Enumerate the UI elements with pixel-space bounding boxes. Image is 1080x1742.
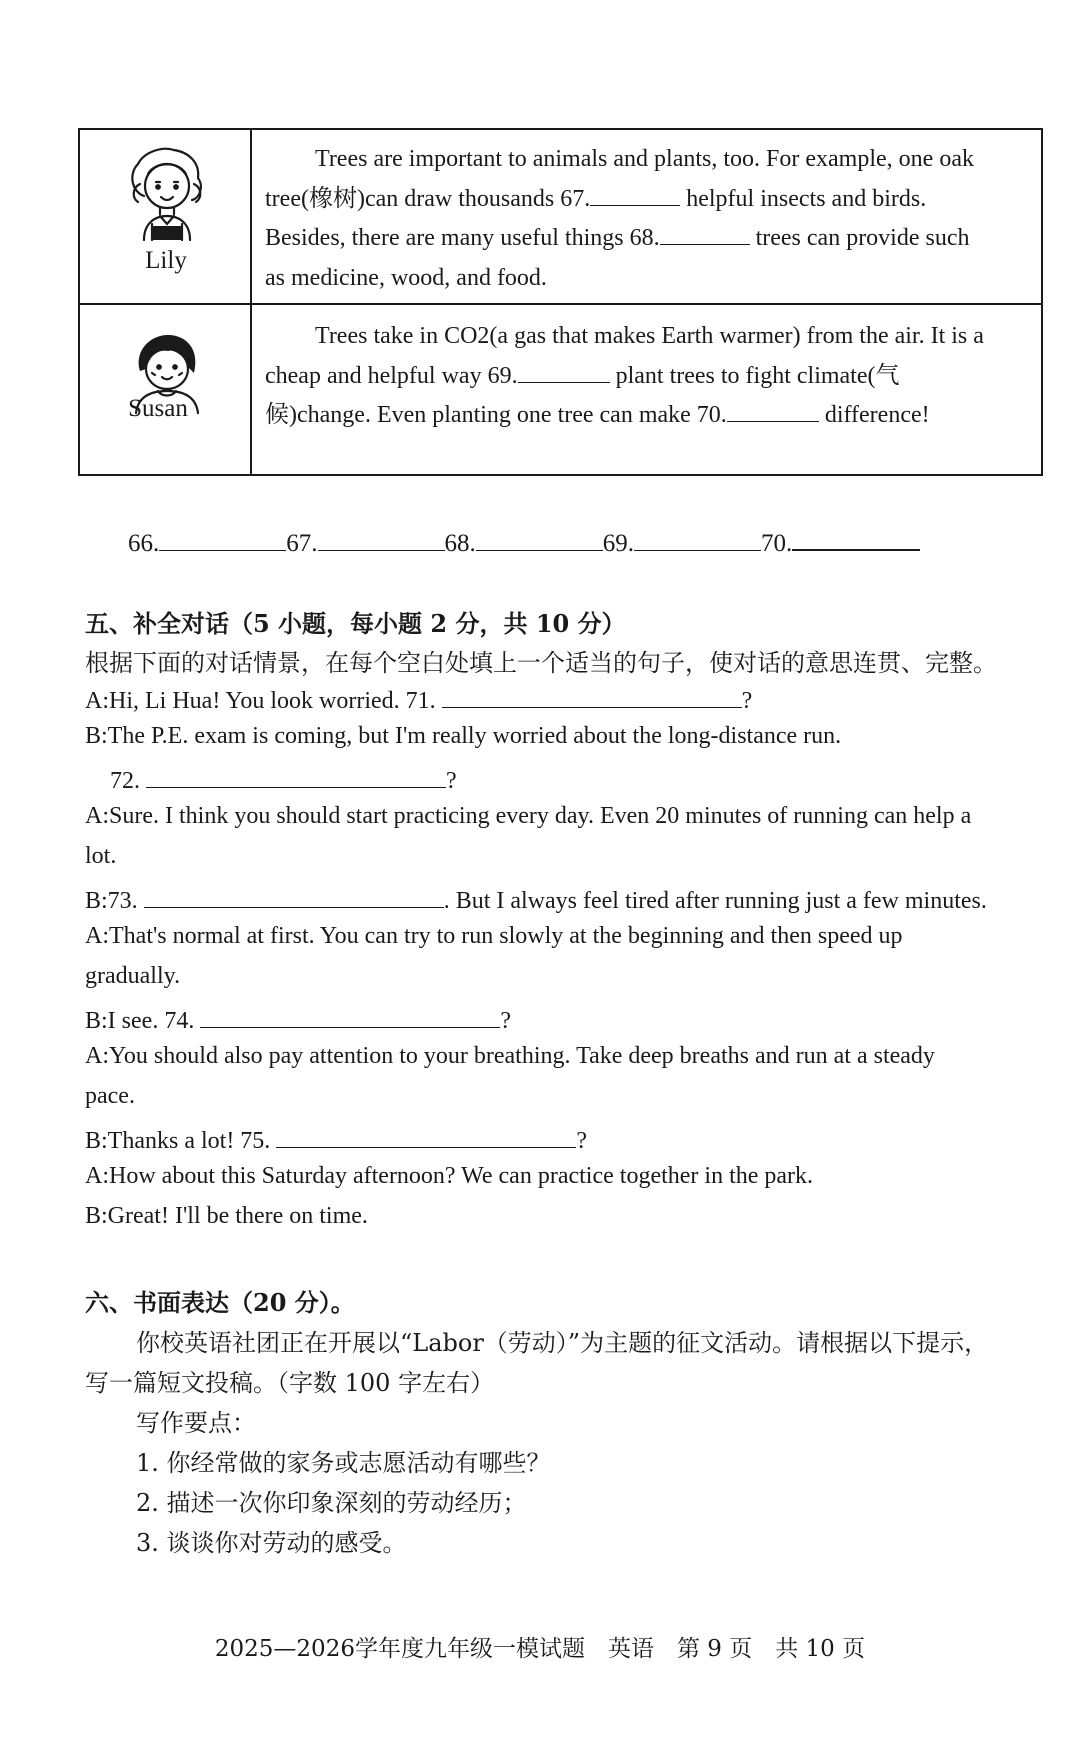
blank-70[interactable] xyxy=(727,397,819,422)
writing-point: 3. 谈谈你对劳动的感受。 xyxy=(136,1529,407,1557)
answer-blank-66[interactable] xyxy=(159,525,286,551)
dialogue-text: B:I see. 74. xyxy=(85,1008,195,1034)
blank-71[interactable] xyxy=(442,683,742,708)
lily-passage xyxy=(265,140,1023,298)
table-row-lily xyxy=(80,130,1041,305)
table-row-susan xyxy=(80,305,1041,474)
passage-line: plant trees to fight climate(气 xyxy=(609,362,900,389)
passage-line: 候)change. Even planting one tree can make 70. xyxy=(265,402,727,428)
dialogue-line: B:The P.E. exam is coming, but I'm really worried about the long-distance run. xyxy=(85,723,842,749)
dialogue-text: ? xyxy=(446,768,457,794)
answer-label: 67. xyxy=(286,530,318,557)
passage-line: Besides, there are many useful things 68. xyxy=(265,225,660,251)
passage-line: Trees are important to animals and plants, too. For example, one oak xyxy=(315,146,974,172)
dialogue-line xyxy=(85,883,987,915)
reading-table xyxy=(78,128,1043,476)
lily-avatar-icon xyxy=(122,144,212,244)
dialogue-line xyxy=(85,1123,587,1155)
avatar-cell xyxy=(80,130,252,303)
section6-prompt: 写一篇短文投稿。（字数 100 字左右） xyxy=(85,1369,495,1397)
dialogue-line xyxy=(110,763,457,795)
answer-label: 70. xyxy=(761,530,793,557)
answer-label: 66. xyxy=(128,530,160,557)
dialogue-text: A:Hi, Li Hua! You look worried. 71. xyxy=(85,688,436,714)
passage-line: tree(橡树)can draw thousands 67. xyxy=(265,185,591,212)
passage-line: as medicine, wood, and food. xyxy=(265,264,547,291)
susan-passage xyxy=(265,317,1023,436)
blank-75[interactable] xyxy=(276,1123,576,1148)
dialogue-line: A:How about this Saturday afternoon? We can practice together in the park. xyxy=(85,1163,814,1189)
blank-73[interactable] xyxy=(144,883,444,908)
section5-instruction: 根据下面的对话情景，在每个空白处填上一个适当的句子，使对话的意思连贯、完整。 xyxy=(85,649,997,677)
passage-line: difference! xyxy=(818,402,930,428)
dialogue-line xyxy=(85,683,752,715)
lily-name: Lily xyxy=(145,247,187,274)
passage-line: trees can provide such xyxy=(749,225,970,251)
dialogue-line: lot. xyxy=(85,843,117,869)
avatar-cell xyxy=(80,305,252,474)
dialogue-line: gradually. xyxy=(85,963,181,989)
passage-line: helpful insects and birds. xyxy=(680,185,927,212)
writing-points-label: 写作要点： xyxy=(136,1409,256,1437)
dialogue-line: A:That's normal at first. You can try to run slowly at the beginning and then speed up xyxy=(85,923,903,949)
section6-prompt: 你校英语社团正在开展以“Labor（劳动）”为主题的征文活动。请根据以下提示， xyxy=(136,1329,989,1357)
answer-label: 68. xyxy=(444,530,476,557)
blank-72[interactable] xyxy=(146,763,446,788)
answer-blank-69[interactable] xyxy=(634,525,761,551)
blank-68[interactable] xyxy=(660,220,750,245)
answer-blanks xyxy=(128,524,920,558)
answer-blank-67[interactable] xyxy=(318,525,445,551)
dialogue-line: B:Great! I'll be there on time. xyxy=(85,1203,368,1229)
section5-title: 五、补全对话（5 小题，每小题 2 分，共 10 分） xyxy=(85,609,626,638)
dialogue-text: ? xyxy=(741,688,753,714)
blank-69[interactable] xyxy=(518,358,610,383)
answer-blank-68[interactable] xyxy=(476,525,603,551)
dialogue-line xyxy=(85,1003,511,1035)
answer-label: 69. xyxy=(602,530,634,557)
dialogue-line: A:Sure. I think you should start practicing every day. Even 20 minutes of running can help a xyxy=(85,803,972,829)
dialogue-text: . But I always feel tired after running just a few minutes. xyxy=(443,888,987,914)
page-footer: 2025—2026学年度九年级一模试题 英语 第 9 页 共 10 页 xyxy=(214,1636,866,1662)
answer-blank-70[interactable] xyxy=(792,524,920,551)
section6-title: 六、书面表达（20 分）。 xyxy=(85,1288,355,1317)
dialogue-line: pace. xyxy=(85,1083,135,1109)
writing-point: 2. 描述一次你印象深刻的劳动经历； xyxy=(136,1489,527,1517)
passage-line: Trees take in CO2(a gas that makes Earth warmer) from the air. It is a xyxy=(315,323,984,349)
dialogue-text: B:73. xyxy=(85,888,138,914)
blank-74[interactable] xyxy=(200,1003,500,1028)
passage-line: cheap and helpful way 69. xyxy=(265,362,518,389)
dialogue-text: ? xyxy=(576,1128,587,1154)
writing-point: 1. 你经常做的家务或志愿活动有哪些？ xyxy=(136,1449,551,1477)
dialogue-text: ? xyxy=(500,1008,511,1034)
dialogue-line: A:You should also pay attention to your breathing. Take deep breaths and run at a steady xyxy=(85,1043,935,1069)
dialogue-text: B:Thanks a lot! 75. xyxy=(85,1128,271,1154)
susan-name: Susan xyxy=(128,395,188,422)
dialogue-text: 72. xyxy=(110,768,140,794)
blank-67[interactable] xyxy=(590,181,680,206)
